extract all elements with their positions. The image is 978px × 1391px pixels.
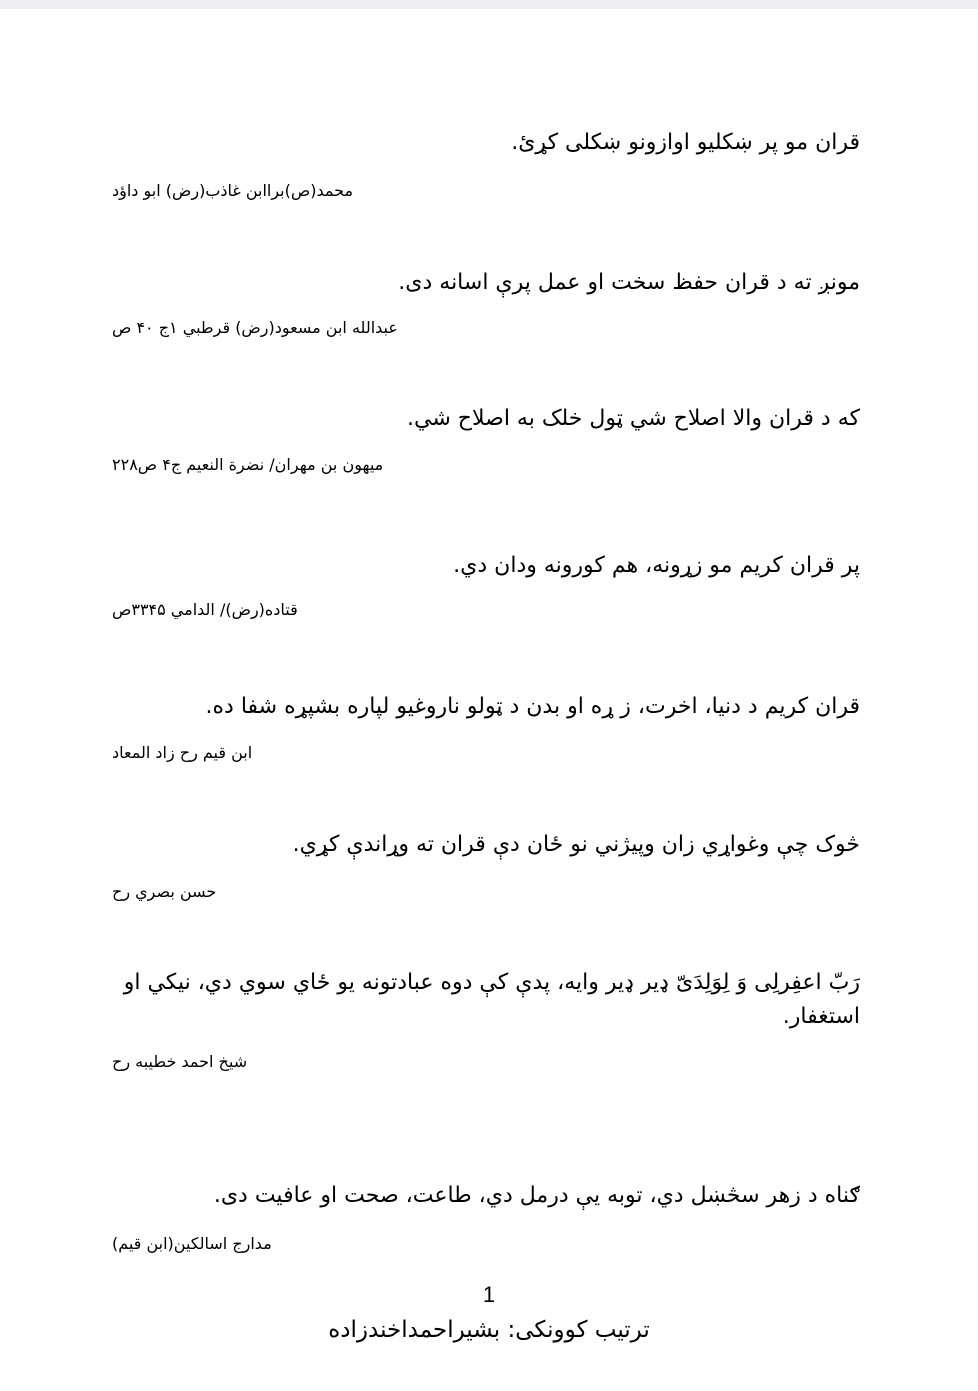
quote-text: رَبّ اعفِرلِی وَ لِوَلِدَیّ ډیر ډیر وایه، پدې کې دوه عبادتونه یو ځاي سوي دي، نیکي او استغفار. (123, 970, 860, 1029)
quote-source: عبدالله ابن مسعود(رض) قرطبي ۱ج ۴۰ ص (112, 318, 398, 337)
quote-source: محمد(ص)براابن غاذب(رض) ابو داؤد (112, 181, 354, 200)
quote-source: شیخ احمد خطیبه رح (112, 1052, 248, 1071)
quote-text: پر قران کریم مو زړونه، هم کورونه ودان دي. (453, 553, 860, 578)
window-top-bar (0, 0, 978, 9)
quote-source: حسن بصري رح (112, 882, 217, 901)
page-number: 1 (482, 1282, 496, 1307)
quote-source: ابن قیم رح زاد المعاد (112, 743, 253, 762)
quote-text: قران مو پر ښکلیو اوازونو ښکلی کړئ. (511, 130, 860, 155)
document-page (0, 9, 978, 1391)
quote-source: مدارج اسالکین(ابن قیم) (112, 1234, 272, 1253)
compiler-credit: ترتیب کوونکی: بشیراحمداخندزاده (328, 1317, 650, 1343)
quote-text: که د قران والا اصلاح شي ټول خلک به اصلاح شي. (407, 406, 860, 431)
quote-source: میهون بن مهران/ نضرة النعیم ج۴ ص۲۲۸ (112, 455, 384, 474)
quote-text: مونږ ته د قران حفظ سخت او عمل پرې اسانه دی. (398, 270, 860, 295)
quote-source: قتاده(رض)/ الدامي ۳۳۴۵ص (112, 600, 298, 619)
quote-text: څوک چې وغواړي زان وپیژني نو ځان دې قران ته وړاندې کړي. (292, 832, 860, 857)
quote-text: قران کریم د دنیا، اخرت، ز ړه او بدن د ټولو ناروغیو لپاره بشپړه شفا ده. (205, 694, 860, 719)
quote-text: ګناه د زهر سڅښل دي، توبه یې درمل دي، طاعت، صحت او عافیت دی. (213, 1183, 860, 1208)
